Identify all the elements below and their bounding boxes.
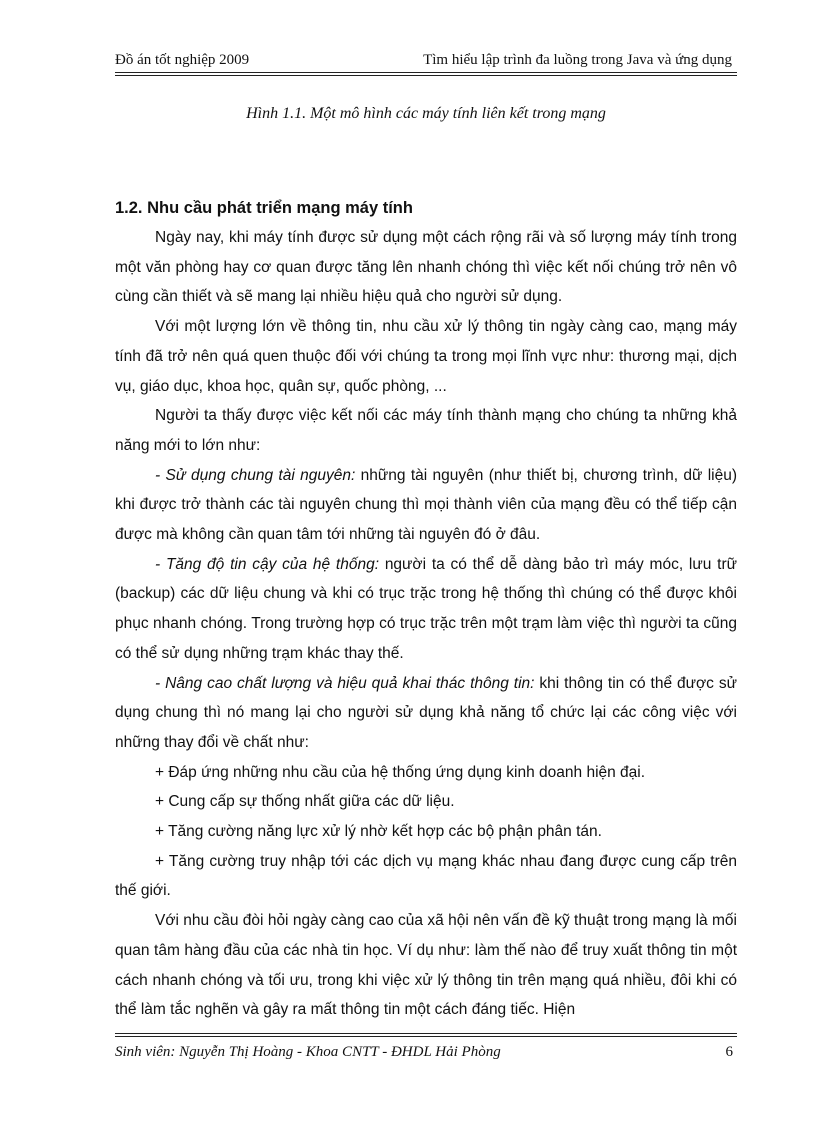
paragraph-text: những tài nguyên (như thiết bị, chương trình, dữ liệu) khi được trở thành các tài nguyên chung thì mọi thành viên của mạng đều có thể tiếp cận được mà không cần quan tâm tới những tài nguyên đó ở đâu. [115, 466, 737, 544]
page-number: 6 [725, 1044, 733, 1060]
benefit-lead: - Sử dụng chung tài nguyên: [155, 466, 356, 484]
list-item-text: + Đáp ứng những nhu cầu của hệ thống ứng dụng kinh doanh hiện đại. [155, 763, 646, 781]
list-item [115, 787, 737, 817]
benefit-reliability [115, 550, 737, 669]
footer-student-info: Sinh viên: Nguyễn Thị Hoàng - Khoa CNTT - ĐHDL Hải Phòng [115, 1044, 501, 1060]
list-item-text: + Cung cấp sự thống nhất giữa các dữ liệu. [155, 793, 455, 811]
paragraph-last [115, 906, 737, 1025]
list-item [115, 847, 737, 906]
paragraph-3 [115, 401, 737, 460]
paragraph-text: Với một lượng lớn về thông tin, nhu cầu xử lý thông tin ngày càng cao, mạng máy tính đã trở nên quá quen thuộc đối với chúng ta trong mọi lĩnh vực như: thương mại, dịch vụ, giáo dục, khoa học, quân sự, quốc phòng, ... [115, 318, 737, 395]
header-double-rule [115, 72, 737, 76]
list-item [115, 758, 737, 788]
paragraph-text: người ta có thể dễ dàng bảo trì máy móc, lưu trữ (backup) các dữ liệu chung và khi có trục trặc trong hệ thống thì chúng có thể được khôi phục nhanh chóng. Trong trường hợp có trục trặc trên một trạm làm việc thì người ta cũng có thể sử dụng những trạm khác thay thế. [115, 555, 737, 662]
main-content [115, 193, 737, 1025]
paragraph-1 [115, 223, 737, 312]
paragraph-text: Ngày nay, khi máy tính được sử dụng một cách rộng rãi và số lượng máy tính trong một văn phòng hay cơ quan được tăng lên nhanh chóng thì việc kết nối chúng trở nên vô cùng cần thiết và sẽ mang lại nhiều hiệu quả cho người sử dụng. [115, 229, 737, 306]
footer-double-rule [115, 1033, 737, 1037]
list-item-text: + Tăng cường năng lực xử lý nhờ kết hợp các bộ phận phân tán. [155, 823, 602, 841]
paragraph-2 [115, 312, 737, 401]
paragraph-text: Với nhu cầu đòi hỏi ngày càng cao của xã hội nên vấn đề kỹ thuật trong mạng là mối quan tâm hàng đầu của các nhà tin học. Ví dụ như: làm thế nào để truy xuất thông tin một cách nhanh chóng và tối ưu, trong khi việc xử lý thông tin trên mạng quá nhiều, đôi khi có thể làm tắc nghẽn và gây ra mất thông tin một cách đáng tiếc. Hiện [115, 912, 737, 1019]
paragraph-text: khi thông tin có thể được sử dụng chung thì nó mang lại cho người sử dụng khả năng tổ chức lại các công việc với những thay đổi về chất như: [115, 674, 738, 751]
section-heading: 1.2. Nhu cầu phát triển mạng máy tính [115, 199, 413, 217]
list-item-text: + Tăng cường truy nhập tới các dịch vụ mạng khác nhau đang được cung cấp trên thế giới. [115, 852, 737, 900]
benefit-lead: - Tăng độ tin cậy của hệ thống: [155, 555, 380, 573]
figure-caption: Hình 1.1. Một mô hình các máy tính liên kết trong mạng [246, 105, 606, 122]
benefit-shared-resources [115, 461, 737, 550]
page-header [115, 48, 737, 72]
header-thesis-topic: Tìm hiểu lập trình đa luồng trong Java và ứng dụng [423, 52, 732, 68]
header-document-title: Đồ án tốt nghiệp 2009 [115, 52, 250, 68]
paragraph-text: Người ta thấy được việc kết nối các máy tính thành mạng cho chúng ta những khả năng mới to lớn như: [115, 407, 737, 454]
list-item [115, 817, 737, 847]
benefit-lead: - Nâng cao chất lượng và hiệu quả khai thác thông tin: [155, 674, 535, 692]
benefit-information-quality [115, 669, 737, 758]
